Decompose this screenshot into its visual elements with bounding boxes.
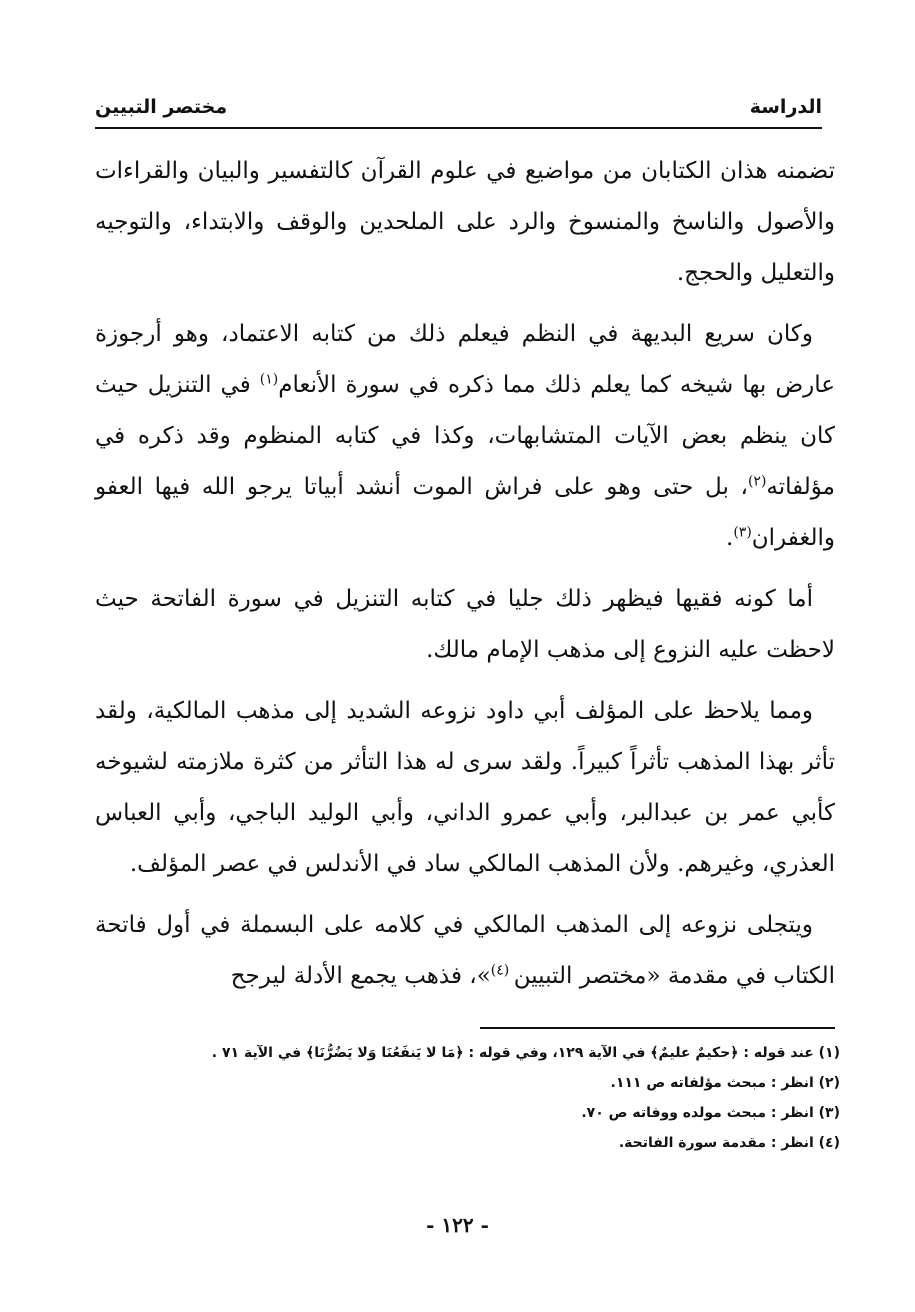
footnote-reference-4[interactable]: (٤) [490, 962, 514, 979]
footnote-1 [95, 1038, 840, 1068]
paragraph-4-text: ومما يلاحظ على المؤلف أبي داود نزوعه الشديد إلى مذهب المالكية، ولقد تأثر بهذا المذهب تأثراً كبيراً. ولقد سرى له هذا التأثر من كثرة ملازمته لشيوخه كأبي عمر بن عبدالبر، وأبي عمرو الداني، وأبي الوليد الباجي، وأبي العباس العذري، وغيرهم. ولأن المذهب المالكي ساد في الأندلس في عصر المؤلف. [95, 698, 835, 877]
paragraph-5-part-2: »، فذهب يجمع الأدلة ليرجح [230, 963, 491, 989]
footnote-1-text: عند قوله : ﴿حكيمٌ عليمٌ﴾ في الآية ١٢٩، وفي قوله : ﴿مَا لا يَنفَعُنَا وَلا يَضُرُّنَا﴾ في الآية ٧١ . [211, 1045, 814, 1061]
header-section-title: الدراسة [749, 96, 822, 118]
paragraph-2-part-3: ، بل حتى وهو على فراش الموت أنشد أبياتا يرجو الله فيها العفو والغفران [95, 474, 835, 551]
paragraph-2-part-2: في التنزيل حيث كان ينظم بعض الآيات المتشابهات، وكذا في كتابه المنظوم وقد ذكره في مؤلفاته [95, 372, 835, 500]
footnote-reference-2[interactable]: (٢) [747, 473, 767, 490]
footnote-3-number: (٣) [818, 1105, 840, 1121]
running-header [95, 82, 822, 118]
footnote-2 [95, 1068, 840, 1098]
footnote-reference-3[interactable]: (٣) [733, 524, 752, 541]
paragraph-1 [95, 146, 835, 299]
footnote-4-number: (٤) [818, 1135, 840, 1151]
footnote-1-number: (١) [818, 1045, 840, 1061]
footnote-3-text: انظر : مبحث مولده ووفاته ص ٧٠. [581, 1105, 814, 1121]
paragraph-2-part-1: وكان سريع البديهة في النظم فيعلم ذلك من كتابه الاعتماد، وهو أرجوزة عارض بها شيخه كما يعلم ذلك مما ذكره في سورة الأنعام [95, 321, 835, 398]
paragraph-5-part-1: ويتجلى نزوعه إلى المذهب المالكي في كلامه على البسملة في أول فاتحة الكتاب في مقدمة «مختصر التبيين [95, 912, 835, 989]
footnote-2-text: انظر : مبحث مؤلفاته ص ١١١. [610, 1075, 814, 1091]
paragraph-2-part-4: . [726, 525, 734, 551]
paragraph-2 [95, 309, 835, 564]
footnotes [95, 1038, 840, 1158]
header-rule [95, 127, 822, 129]
paragraph-3-text: أما كونه فقيها فيظهر ذلك جليا في كتابه التنزيل في سورة الفاتحة حيث لاحظت عليه النزوع إلى مذهب الإمام مالك. [95, 586, 835, 663]
footnote-4 [95, 1128, 840, 1158]
footnote-2-number: (٢) [818, 1075, 840, 1091]
footnote-reference-1[interactable]: (١) [259, 371, 279, 388]
page-number: - ١٢٢ - [426, 1213, 489, 1237]
paragraph-5 [95, 900, 835, 1002]
main-text [95, 146, 835, 1012]
footnote-3 [95, 1098, 840, 1128]
paragraph-3 [95, 574, 835, 676]
header-book-title: مختصر التبيين [95, 96, 228, 118]
paragraph-4 [95, 686, 835, 890]
footnote-separator [480, 1027, 835, 1029]
paragraph-1-text: تضمنه هذان الكتابان من مواضيع في علوم القرآن كالتفسير والبيان والقراءات والأصول والناسخ والمنسوخ والرد على الملحدين والوقف والابتداء، والتوجيه والتعليل والحجج. [95, 158, 835, 286]
footnote-4-text: انظر : مقدمة سورة الفاتحة. [618, 1135, 814, 1151]
